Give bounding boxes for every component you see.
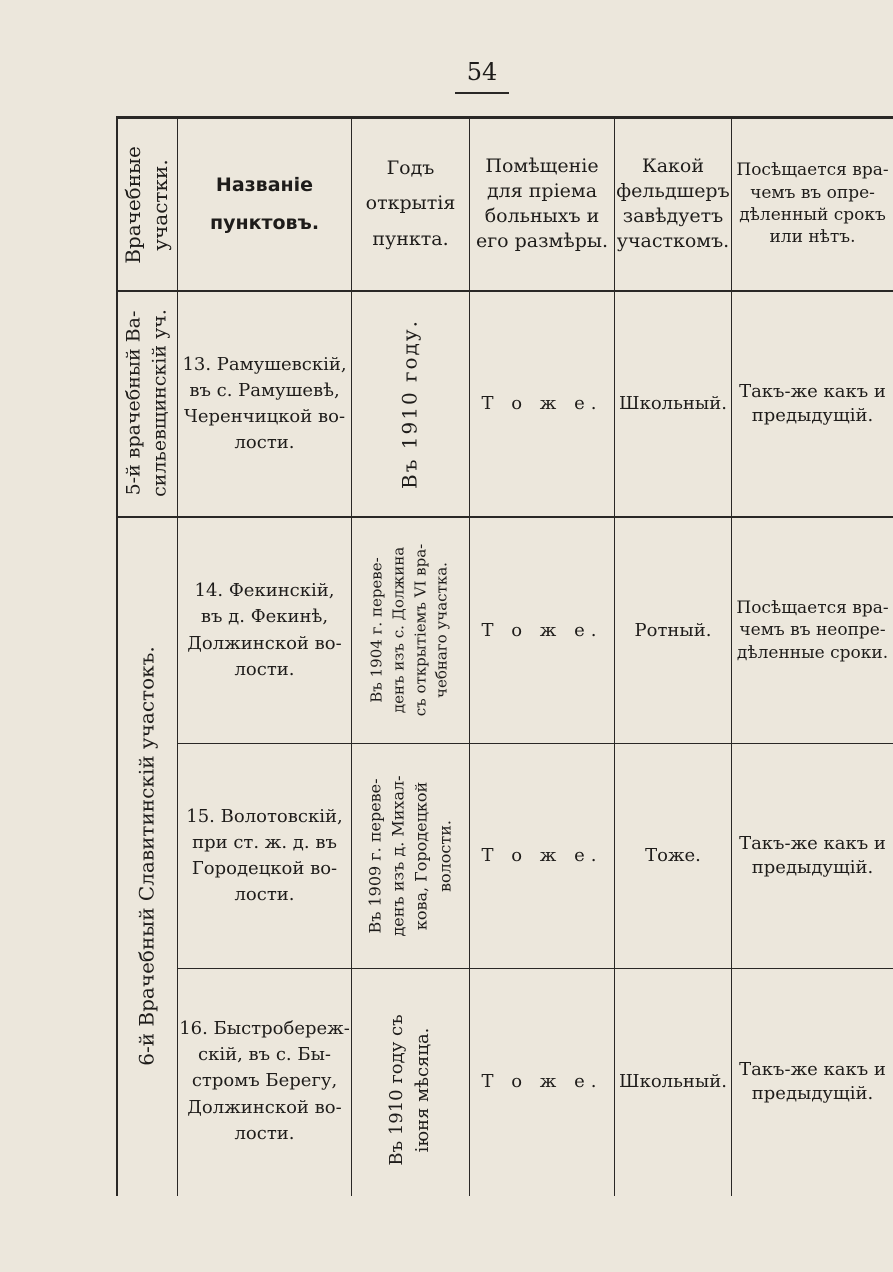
district-label-5: 5-й врачебный Ва- сильевщинскій уч. xyxy=(122,309,170,497)
row-16-year: Въ 1910 году съ іюня мѣсяца. xyxy=(385,1014,433,1166)
header-name: Названіе пунктовъ. xyxy=(209,174,320,234)
page-number: 54 xyxy=(455,58,509,94)
row-14-visits: Посѣщается вра- чемъ въ неопре- дѣленные сроки. xyxy=(736,597,889,663)
row-16-name: 16. Быстробереж- скій, въ с. Бы- стромъ Берегу, Должинской во- лости. xyxy=(179,1018,350,1144)
column-rule-left xyxy=(116,116,118,1196)
header-district: Врачебные участки. xyxy=(121,146,172,264)
header-year: Годъ открытія пункта. xyxy=(365,157,456,250)
header-feldsher: Какой фельдшеръ завѣдуетъ участкомъ. xyxy=(616,154,730,253)
row-13-visits: Такъ-же какъ и предыдущій. xyxy=(739,381,886,426)
row-15-name: 15. Волотовскій, при ст. ж. д. въ Городецкой во- лости. xyxy=(186,805,343,906)
row-13-feldsher: Школьный. xyxy=(619,393,727,415)
row-14-year: Въ 1904 г. переве- денъ изъ с. Должина съ открытіемъ VI вра- чебнаго участка. xyxy=(367,543,451,717)
row-16-premises: Т о ж е. xyxy=(481,1070,603,1092)
row-14-premises: Т о ж е. xyxy=(481,619,603,641)
row-16-feldsher: Школьный. xyxy=(619,1070,727,1092)
row-15-premises: Т о ж е. xyxy=(481,845,603,867)
row-16-visits: Такъ-же какъ и предыдущій. xyxy=(739,1058,886,1104)
row-13-name: 13. Рамушевскій, въ с. Рамушевѣ, Черенчицкой во- лости. xyxy=(182,353,347,454)
row-14-feldsher: Ротный. xyxy=(634,619,712,641)
row-15-year: Въ 1909 г. переве- денъ изъ д. Михал- кова, Городецкой волости. xyxy=(365,775,455,937)
header-visits: Посѣщается вра- чемъ въ опре- дѣленный срокъ или нѣтъ. xyxy=(736,160,889,248)
row-14-name: 14. Фекинскій, въ д. Фекинѣ, Должинской во- лости. xyxy=(187,580,342,680)
row-13-year: Въ 1910 году. xyxy=(397,319,422,489)
row-13-premises: Т о ж е. xyxy=(481,393,603,415)
header-premises: Помѣщеніе для пріема больныхъ и его размѣры. xyxy=(475,154,609,253)
row-15-feldsher: Тоже. xyxy=(645,845,701,867)
district-label-6: 6-й Врачебный Славитинскій участокъ. xyxy=(134,646,159,1066)
row-15-visits: Такъ-же какъ и предыдущій. xyxy=(739,833,886,878)
